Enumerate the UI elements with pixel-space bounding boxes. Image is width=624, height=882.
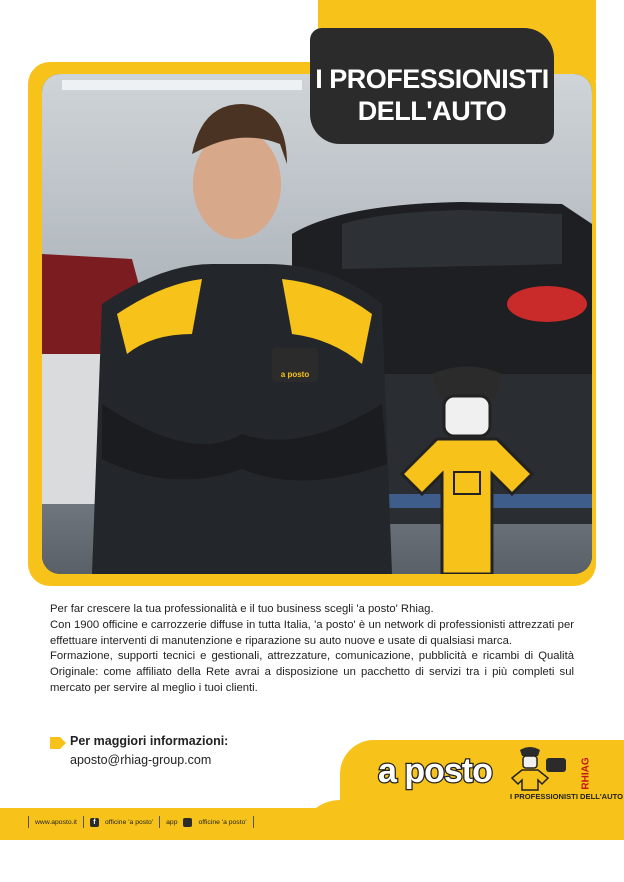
- hero-photo: [42, 74, 592, 574]
- info-email-link[interactable]: aposto@rhiag-group.com: [70, 753, 212, 767]
- title-box: [310, 28, 554, 144]
- body-text: [50, 602, 574, 697]
- jacket-badge-text: a posto: [280, 370, 310, 379]
- divider: [253, 816, 254, 828]
- divider: [83, 816, 84, 828]
- brand-label: RHIAG: [580, 757, 592, 790]
- logo-tagline: I PROFESSIONISTI DELL'AUTO: [510, 792, 624, 801]
- app-icon: [183, 818, 192, 827]
- facebook-icon: f: [90, 818, 99, 827]
- app-link[interactable]: officine 'a posto': [198, 818, 247, 826]
- divider: [159, 816, 160, 828]
- app-prefix: app: [166, 818, 178, 826]
- divider: [28, 816, 29, 828]
- page-title-line2: DELL'AUTO: [357, 96, 507, 126]
- body-paragraph: Per far crescere la tua professionalità e il tuo business scegli 'a posto' Rhiag.: [50, 603, 434, 615]
- info-label: Per maggiori informazioni:: [70, 734, 229, 748]
- logo-text: a posto: [378, 752, 492, 790]
- website-link[interactable]: www.aposto.it: [35, 818, 77, 826]
- logo-wordmark: [378, 752, 492, 791]
- page-title-line1: I PROFESSIONISTI: [315, 64, 549, 94]
- body-paragraph: Formazione, supporti tecnici e gestionali, attrezzature, comunicazione, pubblicità e ricambi di Qualità Originale: come affiliato della Rete avrai a disposizione un pacchetto di servizi tra i più completi sul mercato per servire al meglio i tuoi clienti.: [50, 650, 574, 694]
- facebook-link[interactable]: officine 'a posto': [104, 818, 154, 826]
- arrow-icon: [50, 737, 66, 749]
- mascot-logo-icon: [510, 742, 570, 792]
- footer-links: [28, 814, 254, 830]
- body-paragraph: Con 1900 officine e carrozzerie diffuse in tutta Italia, 'a posto' è un network di professionisti attrezzati per effettuare interventi di manutenzione e riparazione su auto nuove e usate di qualsiasi marca.: [50, 618, 574, 647]
